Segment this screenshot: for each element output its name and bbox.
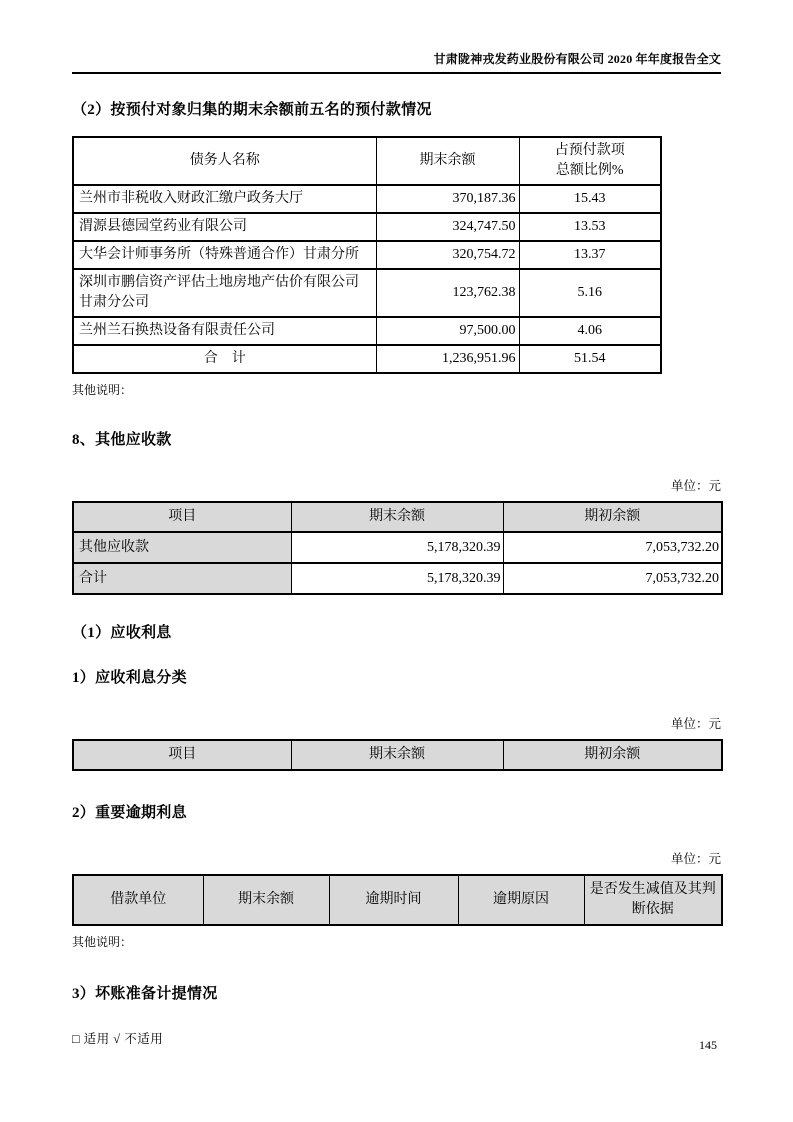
interest-classification-table <box>72 739 723 771</box>
col-header-beginning-balance: 期初余额 <box>503 740 722 770</box>
col-header-ending-balance: 期末余额 <box>376 137 519 185</box>
debtor-name: 渭源县德园堂药业有限公司 <box>73 213 376 241</box>
col-header-overdue-reason: 逾期原因 <box>458 875 584 925</box>
col-header-borrower: 借款单位 <box>73 875 203 925</box>
table-header-row <box>73 137 661 185</box>
total-ratio: 51.54 <box>519 345 661 373</box>
total-label: 合计 <box>73 563 291 594</box>
table-total-row <box>73 345 661 373</box>
section-heading-interest-classification: 1）应收利息分类 <box>72 670 187 686</box>
ratio-value: 13.37 <box>519 241 661 269</box>
table-row <box>73 241 661 269</box>
table-row <box>73 185 661 213</box>
other-receivables-table <box>72 501 723 595</box>
other-note-label: 其他说明： <box>72 383 133 397</box>
col-header-ending-balance: 期末余额 <box>291 502 503 532</box>
debtor-name: 兰州市非税收入财政汇缴户政务大厅 <box>73 185 376 213</box>
table-row <box>73 213 661 241</box>
unit-label: 单位：元 <box>670 717 721 731</box>
col-header-beginning-balance: 期初余额 <box>503 502 722 532</box>
col-header-ending-balance: 期末余额 <box>291 740 503 770</box>
prepayments-table <box>72 136 662 374</box>
debtor-name: 大华会计师事务所（特殊普通合作）甘肃分所 <box>73 241 376 269</box>
table-row <box>73 532 722 563</box>
total-beginning-balance: 7,053,732.20 <box>503 563 722 594</box>
col-header-item: 项目 <box>73 502 291 532</box>
beginning-balance: 7,053,732.20 <box>503 532 722 563</box>
section-heading-other-receivables: 8、其他应收款 <box>72 432 172 448</box>
table-row <box>73 317 661 345</box>
section-heading-prepayments: （2）按预付对象归集的期末余额前五名的预付款情况 <box>72 102 432 118</box>
ratio-header-line2: 总额比例% <box>555 163 624 178</box>
ending-balance: 320,754.72 <box>376 241 519 269</box>
debtor-name: 深圳市鹏信资产评估土地房地产估价有限公司甘肃分公司 <box>73 269 376 317</box>
table-row <box>73 269 661 317</box>
table-header-row <box>73 502 722 532</box>
report-header-title: 甘肃陇神戎发药业股份有限公司 2020 年年度报告全文 <box>72 50 721 74</box>
table-total-row <box>73 563 722 594</box>
ending-balance: 97,500.00 <box>376 317 519 345</box>
col-header-debtor-name: 债务人名称 <box>73 137 376 185</box>
total-ending-balance: 5,178,320.39 <box>291 563 503 594</box>
ratio-value: 5.16 <box>519 269 661 317</box>
table-header-row <box>73 875 722 925</box>
unit-label: 单位：元 <box>670 479 721 493</box>
other-note-label: 其他说明： <box>72 935 133 949</box>
ratio-value: 15.43 <box>519 185 661 213</box>
col-header-ending-balance: 期末余额 <box>203 875 329 925</box>
total-ending-balance: 1,236,951.96 <box>376 345 519 373</box>
col-header-impairment: 是否发生减值及其判断依据 <box>584 875 722 925</box>
page-number: 145 <box>699 1038 717 1052</box>
debtor-name: 兰州兰石换热设备有限责任公司 <box>73 317 376 345</box>
ratio-header-line1: 占预付款项 <box>554 143 625 158</box>
section-heading-bad-debt-provision: 3）坏账准备计提情况 <box>72 986 218 1002</box>
unit-label: 单位：元 <box>670 852 721 866</box>
ratio-value: 13.53 <box>519 213 661 241</box>
col-header-overdue-time: 逾期时间 <box>329 875 458 925</box>
section-heading-interest-receivable: （1）应收利息 <box>72 625 172 641</box>
applicability-statement: □ 适用 √ 不适用 <box>72 1032 164 1046</box>
table-header-row <box>73 740 722 770</box>
ending-balance: 324,747.50 <box>376 213 519 241</box>
overdue-interest-table <box>72 874 723 926</box>
ending-balance: 370,187.36 <box>376 185 519 213</box>
col-header-prepayment-ratio <box>519 137 661 185</box>
ratio-value: 4.06 <box>519 317 661 345</box>
col-header-item: 项目 <box>73 740 291 770</box>
ending-balance: 5,178,320.39 <box>291 532 503 563</box>
item-label: 其他应收款 <box>73 532 291 563</box>
section-heading-overdue-interest: 2）重要逾期利息 <box>72 805 187 821</box>
ending-balance: 123,762.38 <box>376 269 519 317</box>
total-label: 合 计 <box>73 345 376 373</box>
